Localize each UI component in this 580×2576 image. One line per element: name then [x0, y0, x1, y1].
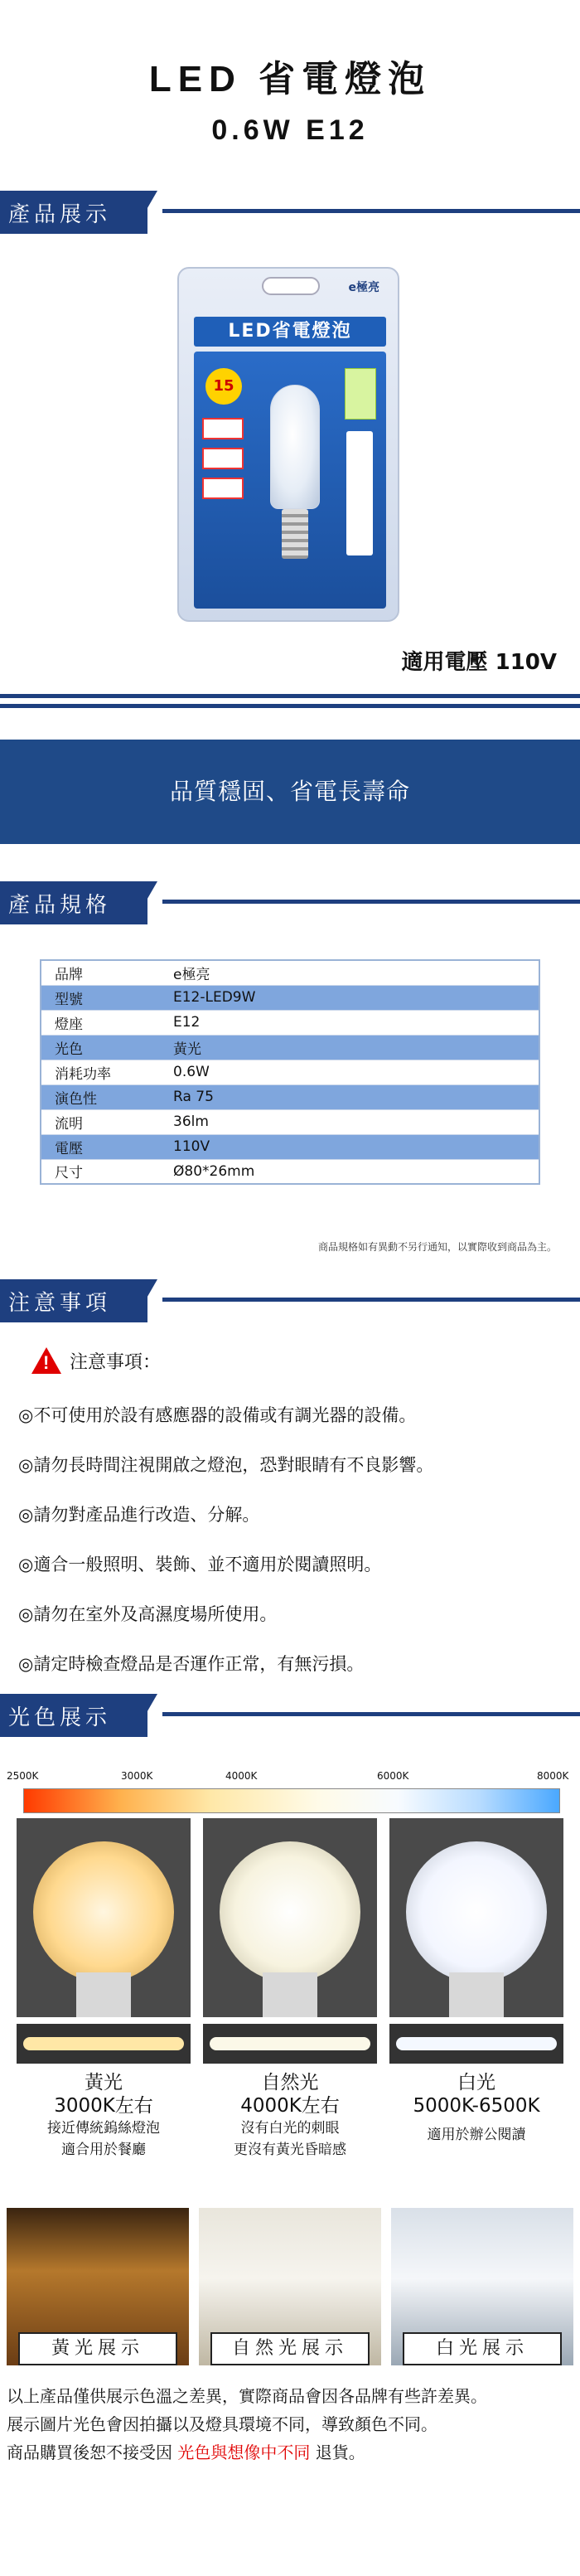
spec-value: E12-LED9W [160, 985, 539, 1010]
hang-hole [262, 277, 320, 295]
spec-row [41, 1010, 539, 1035]
natural-tube-photo [203, 2024, 377, 2064]
white-light-info: 白光 5000K-6500K 適用於辦公閱讀 [413, 2072, 540, 2143]
yellow-bulb-photo [17, 1818, 191, 2017]
spec-row [41, 1109, 539, 1134]
spec-value: 黃光 [160, 1035, 539, 1060]
feature-chip [202, 448, 244, 469]
spec-key: 電壓 [41, 1134, 160, 1159]
section-rule [162, 209, 580, 213]
spec-key: 型號 [41, 985, 160, 1010]
spec-value: Ra 75 [160, 1084, 539, 1109]
spec-key: 消耗功率 [41, 1060, 160, 1084]
spec-row [41, 985, 539, 1010]
product-package-image [177, 267, 399, 622]
notice-heading [31, 1347, 161, 1374]
section-label: 注意事項 [8, 1291, 112, 1316]
kelvin-scale [0, 1770, 580, 1787]
spec-table [40, 959, 540, 1185]
title-block [0, 0, 580, 191]
green-label [345, 368, 376, 420]
spec-row [41, 1084, 539, 1109]
spec-row [41, 1159, 539, 1184]
kelvin-tick: 3000K [121, 1770, 153, 1782]
spec-value: e極亮 [160, 960, 539, 985]
spec-value: 110V [160, 1134, 539, 1159]
notice-item: ◎請勿長時間注視開啟之燈泡，恐對眼睛有不良影響。 [18, 1455, 434, 1475]
kelvin-tick: 2500K [7, 1770, 39, 1782]
page-subtitle: 0.6W E12 [211, 114, 369, 146]
package-title: LED省電燈泡 [194, 317, 386, 347]
yellow-room-photo [7, 2208, 189, 2365]
spec-value: 36lm [160, 1109, 539, 1134]
kelvin-tick: 4000K [225, 1770, 258, 1782]
double-divider [0, 694, 580, 711]
disclaimer-highlight: 光色與想像中不同 [177, 2443, 311, 2462]
package-sticker: 15 [205, 368, 242, 405]
natural-bulb-photo [203, 1818, 377, 2017]
spec-area [0, 881, 580, 1296]
spec-key: 流明 [41, 1109, 160, 1134]
yellow-tube-photo [17, 2024, 191, 2064]
notice-item: ◎適合一般照明、裝飾、並不適用於閱讀照明。 [18, 1555, 382, 1574]
package-brand: e極亮 [348, 281, 379, 294]
color-temperature-bar [23, 1788, 560, 1813]
spec-key: 品牌 [41, 960, 160, 985]
spec-row [41, 1060, 539, 1084]
notice-area [0, 1279, 580, 1702]
spec-row [41, 960, 539, 985]
voltage-text: 適用電壓 110V [401, 650, 557, 675]
white-tube-photo [389, 2024, 563, 2064]
warning-icon [31, 1347, 61, 1374]
notice-title: 注意事項： [70, 1351, 162, 1373]
notice-item: ◎請定時檢查燈品是否運作正常，有無污損。 [18, 1654, 365, 1674]
feature-chip [202, 478, 244, 499]
white-bulb-photo [389, 1818, 563, 2017]
section-label: 產品規格 [8, 893, 112, 918]
yellow-light-info: 黃光 3000K左右 接近傳統鎢絲燈泡 適合用於餐廳 [47, 2072, 160, 2158]
spec-row [41, 1134, 539, 1159]
notice-list [18, 1402, 433, 1700]
section-label: 產品展示 [8, 202, 112, 227]
kelvin-tick: 8000K [537, 1770, 569, 1782]
candle-bulb-icon [270, 385, 320, 509]
spec-key: 尺寸 [41, 1159, 160, 1184]
room-caption: 自然光展示 [210, 2332, 370, 2365]
spec-key: 光色 [41, 1035, 160, 1060]
slogan-banner: 品質穩固、省電長壽命 [0, 740, 580, 844]
spec-value: Ø80*26mm [160, 1159, 539, 1184]
light-color-area [0, 1694, 580, 2564]
bulb-base-icon [282, 509, 308, 559]
spec-key: 演色性 [41, 1084, 160, 1109]
white-room-photo [391, 2208, 573, 2365]
page-title: LED 省電燈泡 [148, 59, 432, 99]
section-header-display [0, 191, 580, 234]
spec-row [41, 1035, 539, 1060]
package-card [194, 352, 386, 609]
spec-note: 商品規格如有異動不另行通知，以實際收到商品為主。 [317, 1241, 557, 1253]
natural-room-photo [199, 2208, 381, 2365]
notice-item: ◎請勿對產品進行改造、分解。 [18, 1505, 260, 1525]
feature-chip [202, 418, 244, 439]
room-caption: 白光展示 [403, 2332, 562, 2365]
product-display [0, 234, 580, 694]
disclaimer: 以上產品僅供展示色溫之差異，實際商品會因各品牌有些許差異。 展示圖片光色會因拍攝以及燈具環境不同，導致顏色不同。 商品購買後恕不接受因 光色與想像中不同 退貨。 [7, 2386, 487, 2462]
spec-key: 燈座 [41, 1010, 160, 1035]
section-label: 光色展示 [8, 1705, 112, 1730]
notice-item: ◎請勿在室外及高濕度場所使用。 [18, 1604, 278, 1624]
spec-value: 0.6W [160, 1060, 539, 1084]
natural-light-info: 自然光 4000K左右 沒有白光的刺眼 更沒有黃光昏暗感 [234, 2072, 346, 2158]
kelvin-tick: 6000K [377, 1770, 409, 1782]
notice-item: ◎不可使用於設有感應器的設備或有調光器的設備。 [18, 1405, 417, 1425]
vertical-label [346, 431, 373, 555]
room-caption: 黃光展示 [18, 2332, 177, 2365]
spec-value: E12 [160, 1010, 539, 1035]
